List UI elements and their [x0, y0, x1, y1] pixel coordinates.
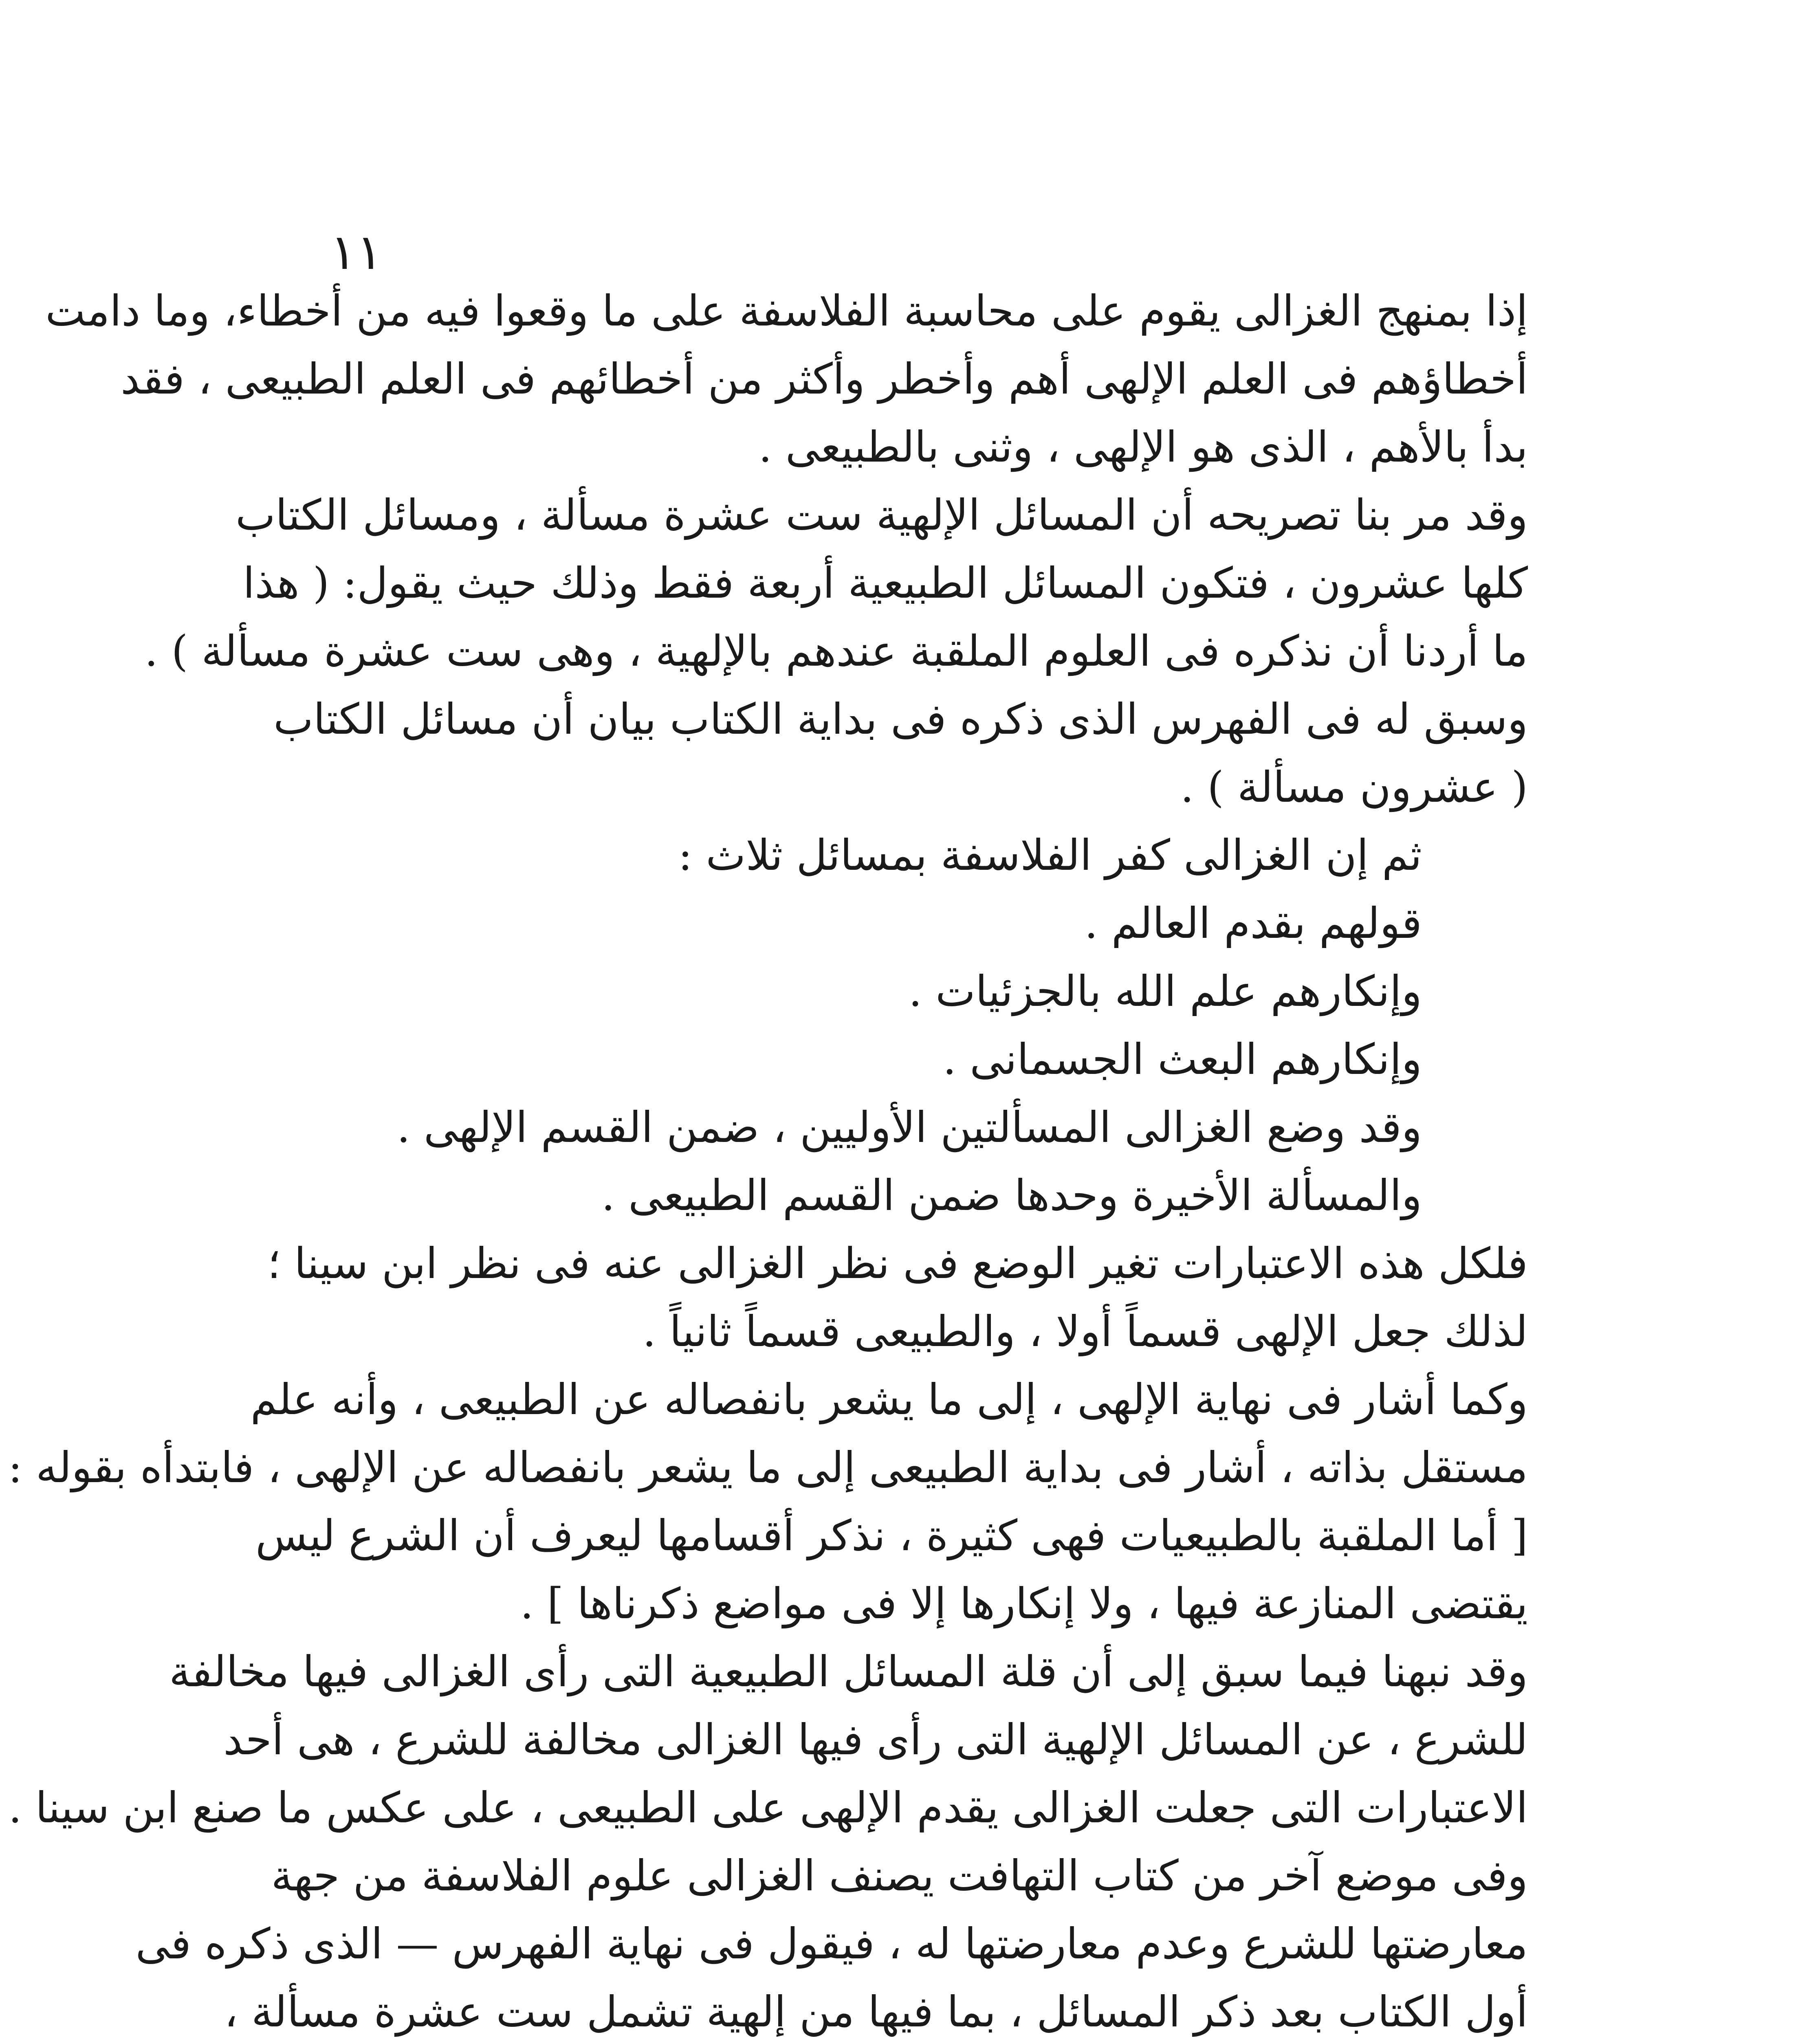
text-line: وقد مر بنا تصريحه أن المسائل الإلهية ست عشرة مسألة ، ومسائل الكتاب — [235, 490, 1528, 540]
text-line: ( عشرون مسألة ) . — [1180, 762, 1528, 812]
text-line: وفى موضع آخر من كتاب التهافت يصنف الغزالى علوم الفلاسفة من جهة — [271, 1851, 1528, 1901]
text-line: وقد نبهنا فيما سبق إلى أن قلة المسائل الطبيعية التى رأى الغزالى فيها مخالفة — [169, 1647, 1528, 1696]
text-line: لذلك جعل الإلهى قسماً أولا ، والطبيعى قسماً ثانياً . — [643, 1307, 1528, 1356]
text-line: وإنكارهم علم الله بالجزئيات . — [909, 966, 1422, 1016]
text-line: فلكل هذه الاعتبارات تغير الوضع فى نظر الغزالى عنه فى نظر ابن سينا ؛ — [267, 1238, 1528, 1288]
text-line: ثم إن الغزالى كفر الفلاسفة بمسائل ثلاث : — [678, 830, 1422, 880]
text-line: [ أما الملقبة بالطبيعيات فهى كثيرة ، نذكر أقسامها ليعرف أن الشرع ليس — [255, 1511, 1528, 1560]
text-line: إذا بمنهج الغزالى يقوم على محاسبة الفلاسفة على ما وقعوا فيه من أخطاء، وما دامت — [45, 286, 1528, 336]
text-line: كلها عشرون ، فتكون المسائل الطبيعية أربعة فقط وذلك حيث يقول: ( هذا — [243, 558, 1528, 608]
text-line: وإنكارهم البعث الجسمانى . — [943, 1034, 1422, 1084]
text-line: وقد وضع الغزالى المسألتين الأوليين ، ضمن القسم الإلهى . — [396, 1102, 1422, 1152]
text-line: أول الكتاب بعد ذكر المسائل ، بما فيها من إلهية تشمل ست عشرة مسألة ، — [224, 1987, 1528, 2037]
text-line: يقتضى المنازعة فيها ، ولا إنكارها إلا فى مواضع ذكرناها ] . — [520, 1579, 1528, 1628]
text-line: وكما أشار فى نهاية الإلهى ، إلى ما يشعر بانفصاله عن الطبيعى ، وأنه علم — [250, 1375, 1528, 1424]
text-line: مستقل بذاته ، أشار فى بداية الطبيعى إلى ما يشعر بانفصاله عن الإلهى ، فابتدأه بقوله : — [8, 1443, 1528, 1492]
text-line: الاعتبارات التى جعلت الغزالى يقدم الإلهى على الطبيعى ، على عكس ما صنع ابن سينا . — [8, 1783, 1528, 1832]
text-line: معارضتها للشرع وعدم معارضتها له ، فيقول فى نهاية الفهرس — الذى ذكره فى — [135, 1919, 1528, 1969]
text-line: بدأ بالأهم ، الذى هو الإلهى ، وثنى بالطبيعى . — [758, 422, 1528, 472]
text-line: والمسألة الأخيرة وحدها ضمن القسم الطبيعى . — [601, 1170, 1422, 1220]
text-line: قولهم بقدم العالم . — [1084, 898, 1422, 948]
page-number: ١١ — [330, 224, 383, 281]
text-line: ما أردنا أن نذكره فى العلوم الملقبة عندهم بالإلهية ، وهى ست عشرة مسألة ) . — [144, 626, 1528, 676]
body-text — [8, 277, 1528, 2037]
text-line: وسبق له فى الفهرس الذى ذكره فى بداية الكتاب بيان أن مسائل الكتاب — [273, 694, 1528, 744]
text-line: أخطاؤهم فى العلم الإلهى أهم وأخطر وأكثر من أخطائهم فى العلم الطبيعى ، فقد — [121, 354, 1528, 404]
text-line: للشرع ، عن المسائل الإلهية التى رأى فيها الغزالى مخالفة للشرع ، هى أحد — [223, 1715, 1528, 1764]
